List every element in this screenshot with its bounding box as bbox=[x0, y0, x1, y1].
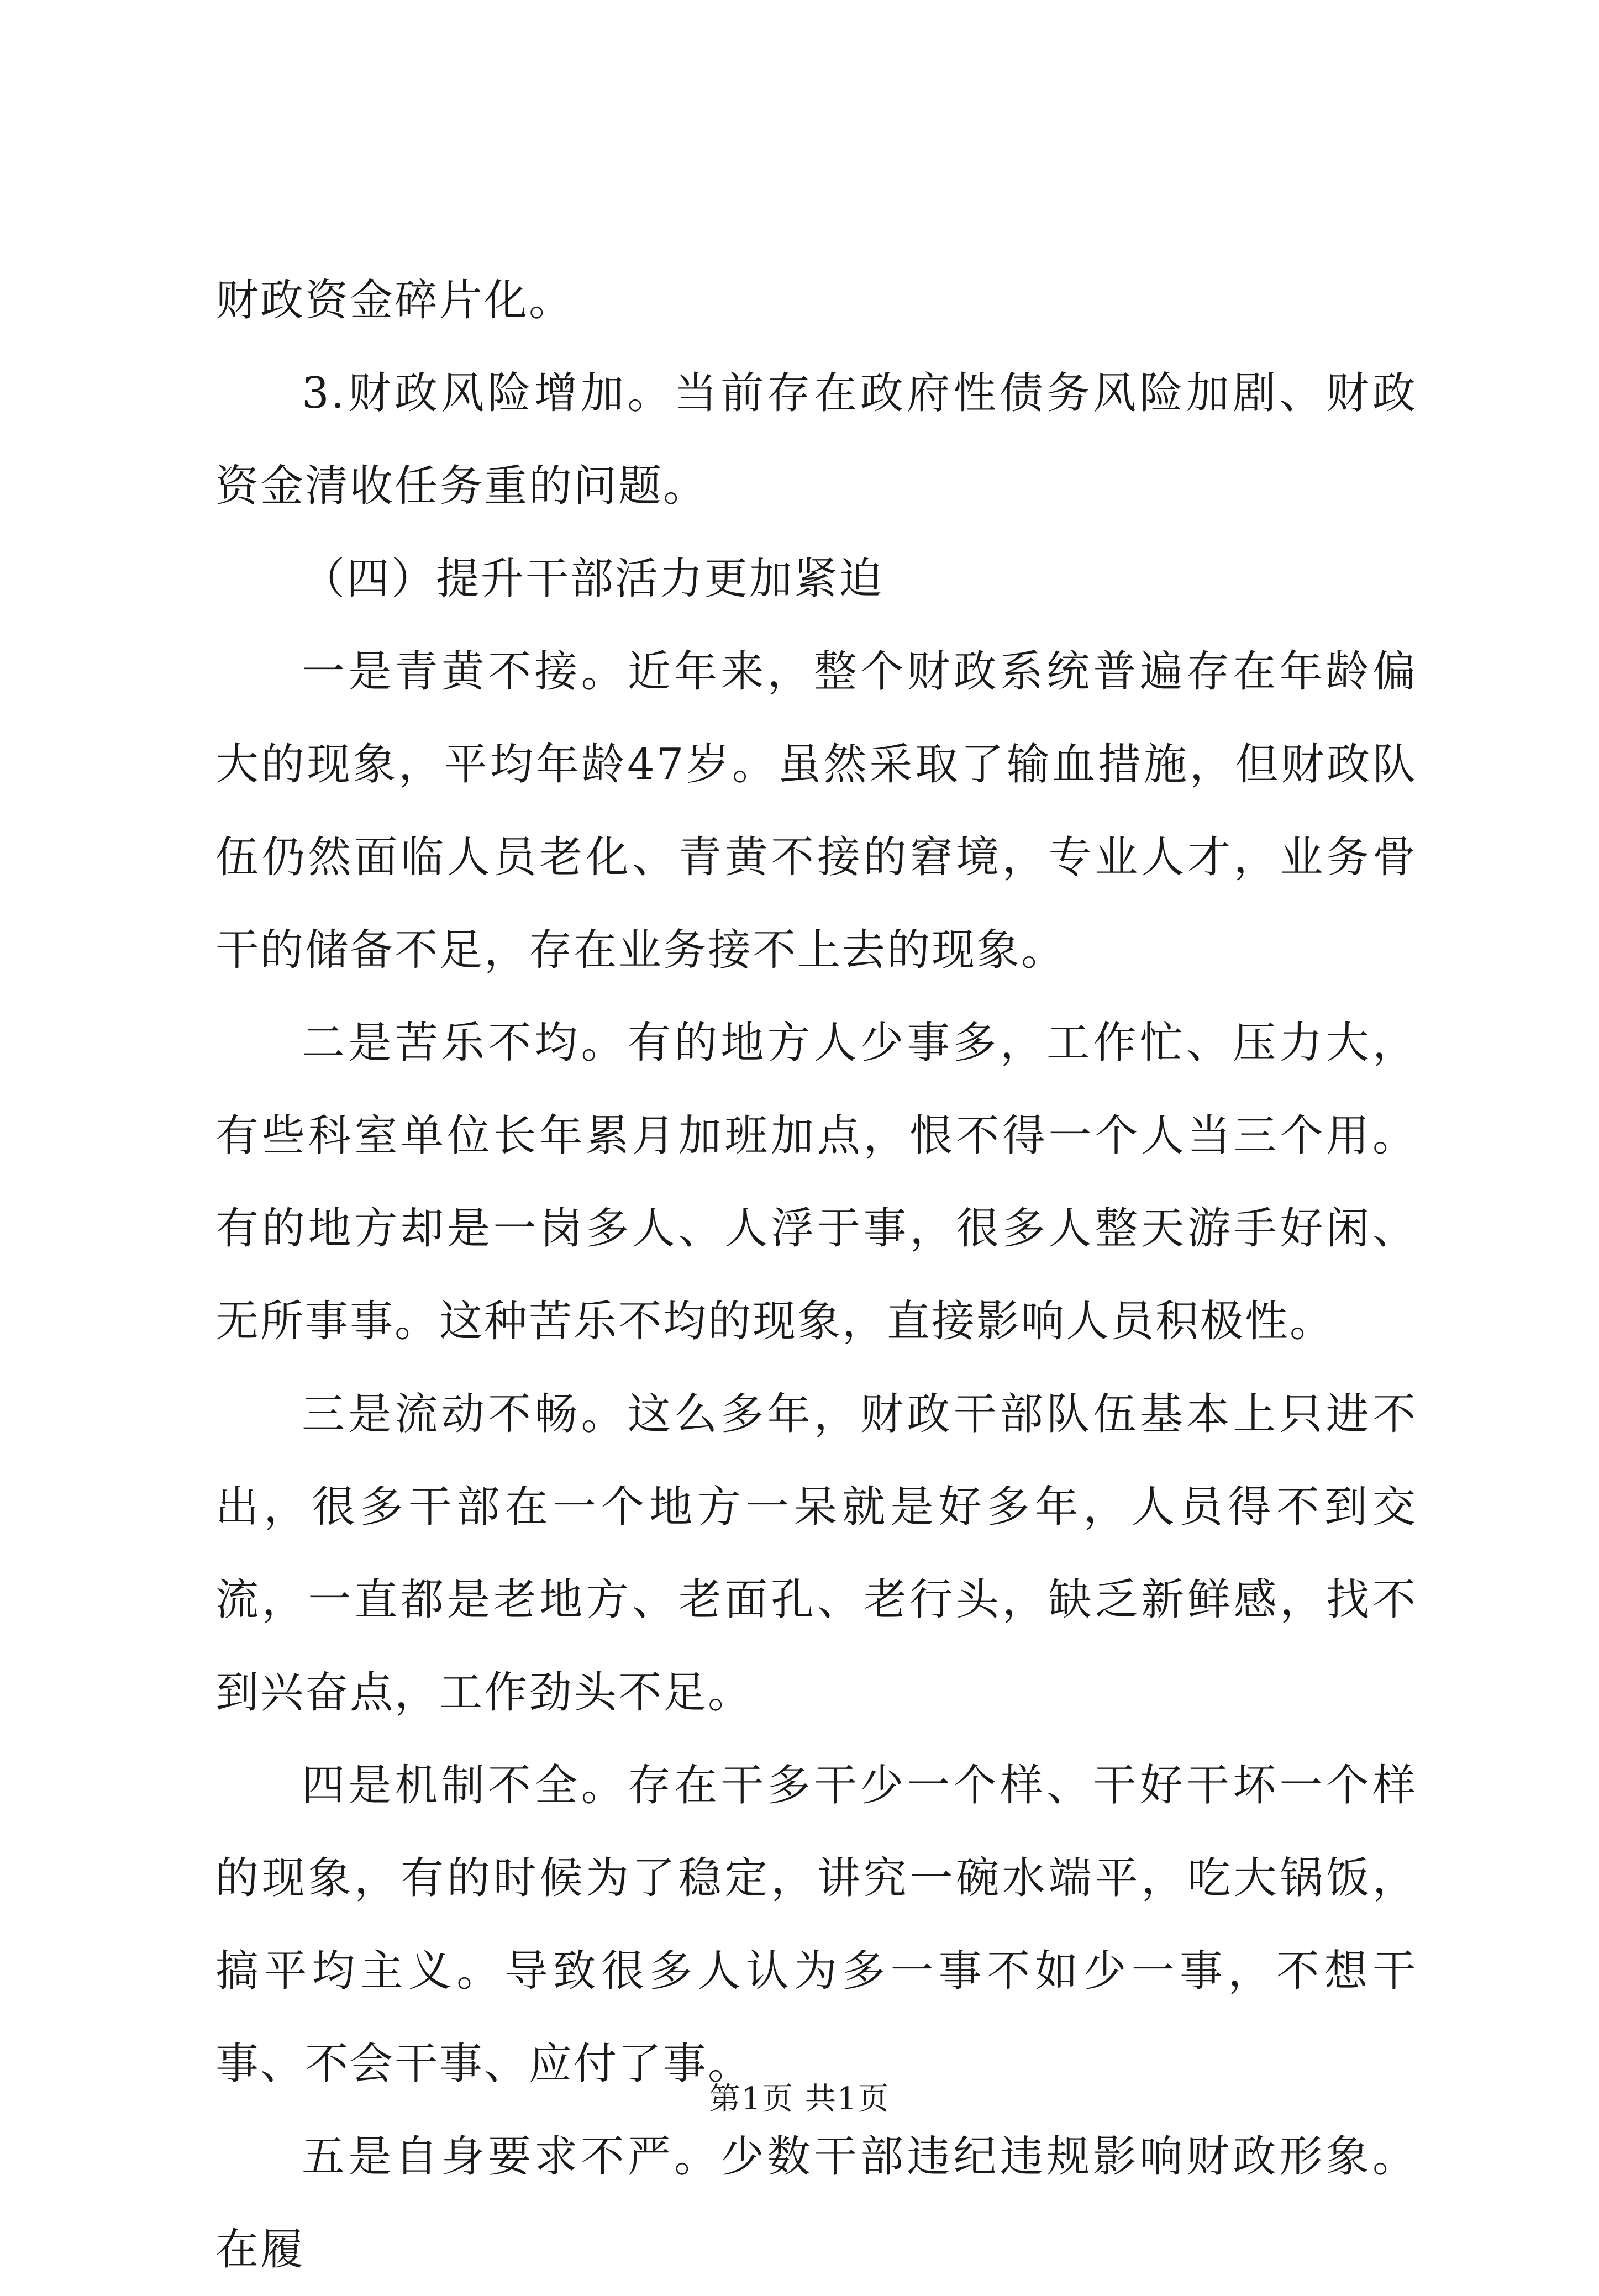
paragraph-6: 四是机制不全。存在干多干少一个样、干好干坏一个样的现象，有的时候为了稳定，讲究一碗水端平，吃大锅饭，搞平均主义。导致很多人认为多一事不如少一事，不想干事、不会干事、应付了事。 bbox=[215, 1761, 1417, 2089]
paragraph-7: 五是自身要求不严。少数干部违纪违规影响财政形象。在履 bbox=[215, 2132, 1417, 2274]
section-heading: （四）提升干部活力更加紧迫 bbox=[302, 554, 884, 604]
page-footer: 第1页 共1页 bbox=[709, 2081, 890, 2117]
paragraph-3: 一是青黄不接。近年来，整个财政系统普遍存在年龄偏大的现象，平均年龄47岁。虽然采取了输血措施，但财政队伍仍然面临人员老化、青黄不接的窘境，专业人才，业务骨干的储备不足，存在业务接不上去的现象。 bbox=[215, 647, 1417, 975]
paragraph-2: 3.财政风险增加。当前存在政府性债务风险加剧、财政资金清收任务重的问题。 bbox=[215, 368, 1417, 511]
paragraph-4: 二是苦乐不均。有的地方人少事多，工作忙、压力大，有些科室单位长年累月加班加点，恨不得一个人当三个用。有的地方却是一岗多人、人浮于事，很多人整天游手好闲、无所事事。这种苦乐不均的现象，直接影响人员积极性。 bbox=[215, 1018, 1417, 1346]
paragraph-5: 三是流动不畅。这么多年，财政干部队伍基本上只进不出，很多干部在一个地方一呆就是好多年，人员得不到交流，一直都是老地方、老面孔、老行头，缺乏新鲜感，找不到兴奋点，工作劲头不足。 bbox=[215, 1389, 1417, 1718]
document-body bbox=[215, 254, 1417, 2296]
paragraph-1: 财政资金碎片化。 bbox=[215, 276, 574, 325]
